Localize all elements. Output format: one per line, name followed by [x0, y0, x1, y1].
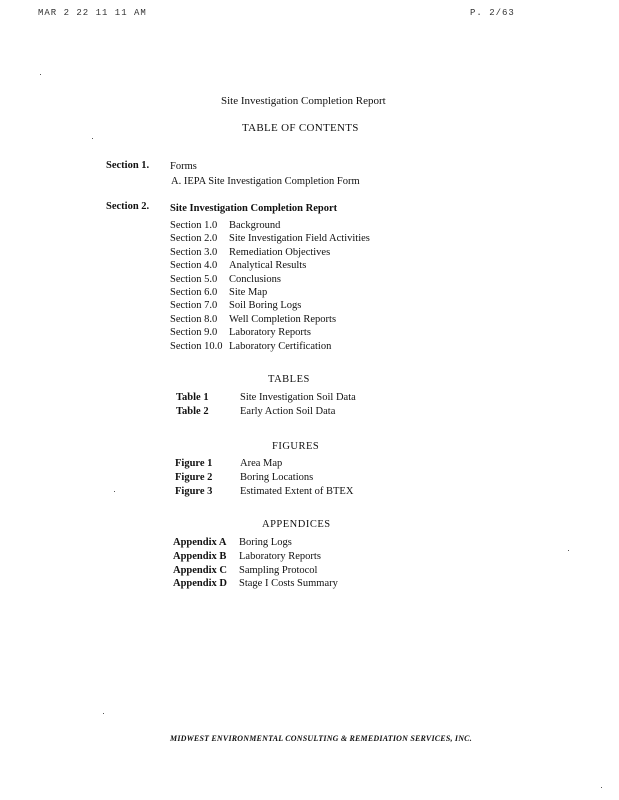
- entry-text: Estimated Extent of BTEX: [240, 485, 354, 497]
- scan-speck: [103, 713, 104, 714]
- list-item: [173, 573, 338, 590]
- entry-text: Site Investigation Soil Data: [240, 392, 356, 403]
- section1-title: Forms: [170, 161, 197, 172]
- section2-label: Section 2.: [106, 201, 150, 212]
- figures-heading: FIGURES: [272, 441, 320, 452]
- entry-text: Sampling Protocol: [239, 564, 318, 576]
- toc-entry: [170, 309, 370, 325]
- entry-text: Laboratory Reports: [239, 550, 321, 562]
- entry-number: Figure 3: [175, 485, 213, 497]
- entry-text: Background: [229, 220, 281, 231]
- list-item: [175, 481, 353, 495]
- scan-speck: [568, 550, 569, 551]
- toc-entry: [170, 336, 370, 352]
- toc-entry: [170, 269, 370, 285]
- list-item: [173, 560, 338, 574]
- figures-list: [175, 453, 354, 497]
- entry-number: Appendix D: [173, 578, 227, 590]
- scan-speck: [114, 491, 115, 492]
- entry-text: Well Completion Reports: [229, 313, 337, 325]
- list-item: [175, 453, 353, 467]
- toc-entry: [170, 295, 370, 312]
- list-item: [175, 467, 353, 481]
- entry-number: Section 2.0: [170, 233, 218, 245]
- entry-number: Section 3.0: [170, 246, 218, 258]
- entry-number: Appendix A: [173, 537, 227, 548]
- entry-text: Site Map: [229, 286, 268, 298]
- entry-number: Section 7.0: [170, 300, 218, 312]
- section1-label: Section 1.: [106, 160, 150, 171]
- entry-number: Appendix B: [173, 550, 227, 562]
- entry-text: Early Action Soil Data: [240, 405, 336, 417]
- entry-number: Section 6.0: [170, 286, 218, 298]
- entry-number: Section 10.0: [170, 340, 223, 352]
- list-item: [173, 532, 338, 546]
- toc-heading: TABLE OF CONTENTS: [242, 122, 359, 134]
- tables-list: [176, 387, 356, 417]
- entry-text: Analytical Results: [229, 260, 307, 272]
- tables-heading: TABLES: [268, 374, 310, 385]
- toc-entry: [170, 215, 370, 231]
- fax-header-left: MAR 2 22 11 11 AM: [38, 8, 147, 18]
- entry-text: Boring Logs: [239, 537, 292, 548]
- scan-speck: [601, 787, 602, 788]
- scan-speck: [92, 138, 93, 139]
- section2-title: Site Investigation Completion Report: [170, 203, 338, 214]
- entry-number: Table 2: [176, 405, 209, 417]
- entry-text: Conclusions: [229, 273, 281, 285]
- entry-text: Site Investigation Field Activities: [229, 233, 370, 245]
- entry-number: Section 1.0: [170, 220, 218, 231]
- list-item: [176, 401, 356, 415]
- entry-text: Stage I Costs Summary: [239, 578, 338, 590]
- scan-speck: [40, 74, 41, 75]
- list-item: [176, 387, 356, 401]
- toc-entry: [170, 255, 370, 272]
- entry-number: Figure 2: [175, 471, 213, 483]
- entry-text: Laboratory Reports: [229, 327, 311, 339]
- section1-item-a: A. IEPA Site Investigation Completion Form: [171, 176, 360, 187]
- entry-number: Appendix C: [173, 564, 227, 576]
- fax-header-right: P. 2/63: [470, 8, 515, 18]
- entry-number: Section 5.0: [170, 273, 218, 285]
- toc-entry: [170, 228, 370, 245]
- entry-text: Area Map: [240, 458, 283, 469]
- appendices-heading: APPENDICES: [262, 519, 331, 530]
- entry-text: Soil Boring Logs: [229, 300, 302, 312]
- entry-text: Boring Locations: [240, 471, 314, 483]
- appendices-list: [173, 532, 338, 590]
- section2-list: [170, 215, 370, 352]
- entry-number: Section 9.0: [170, 327, 218, 339]
- list-item: [173, 546, 338, 560]
- entry-number: Figure 1: [175, 458, 213, 469]
- entry-text: Remediation Objectives: [229, 246, 331, 258]
- entry-number: Table 1: [176, 392, 209, 403]
- entry-number: Section 4.0: [170, 260, 218, 272]
- footer-company: MIDWEST ENVIRONMENTAL CONSULTING & REMEDIATION SERVICES, INC.: [170, 734, 472, 743]
- entry-number: Section 8.0: [170, 313, 218, 325]
- report-title: Site Investigation Completion Report: [221, 95, 386, 107]
- toc-entry: [170, 322, 370, 339]
- entry-text: Laboratory Certification: [229, 340, 332, 352]
